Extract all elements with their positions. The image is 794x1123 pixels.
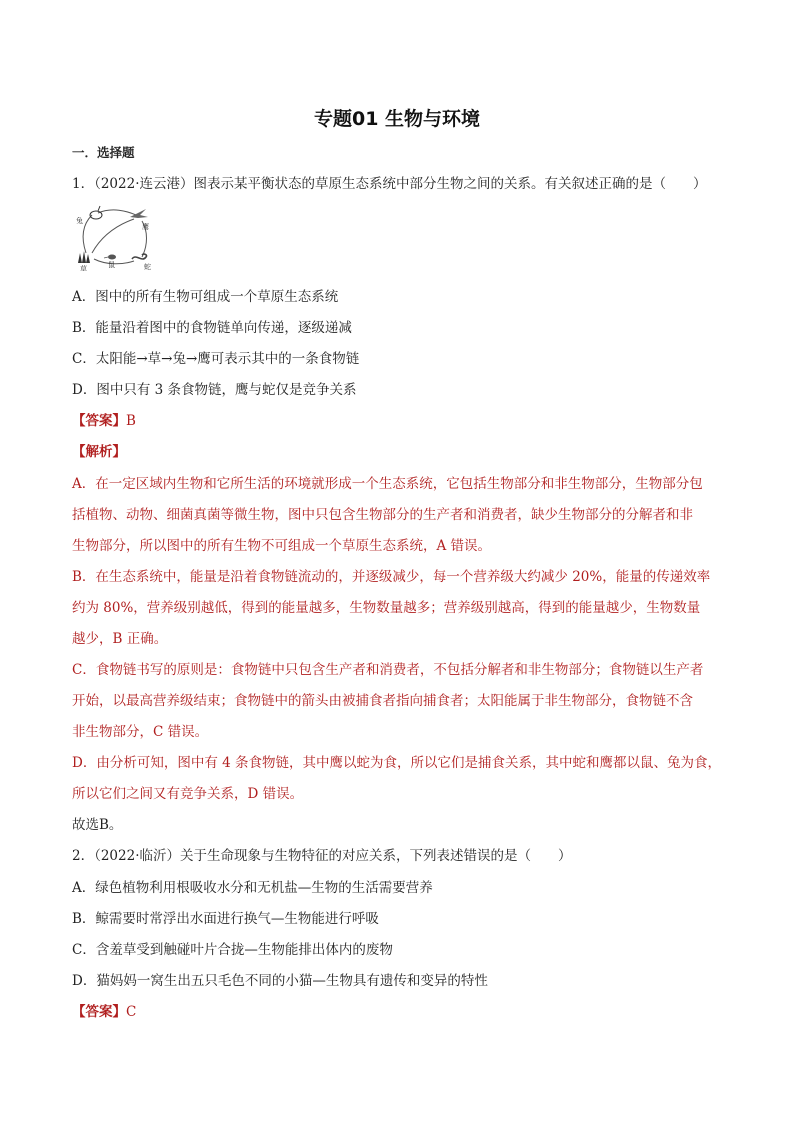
- q1-stem: 1．（2022·连云港）图表示某平衡状态的草原生态系统中部分生物之间的关系。有关叙述正确的是（ ）: [72, 176, 707, 192]
- q1-analysis-line: C．食物链书写的原则是：食物链中只包含生产者和消费者，不包括分解者和非生物部分；食物链以生产者: [72, 662, 704, 678]
- q1-option-b: B．能量沿着图中的食物链单向传递，逐级递减: [72, 320, 352, 336]
- q2-answer-tag: 【答案】: [72, 1004, 126, 1020]
- food-web-diagram: [72, 205, 154, 271]
- q2-answer: [72, 1002, 136, 1022]
- page-title: 专题01 生物与环境: [313, 108, 481, 130]
- label-grass: 草: [80, 265, 87, 271]
- q1-option-d: D．图中只有 3 条食物链，鹰与蛇仅是竞争关系: [72, 382, 357, 398]
- q1-analysis-line: 所以它们之间又有竞争关系，D 错误。: [72, 786, 304, 802]
- q1-analysis-line: 括植物、动物、细菌真菌等微生物，图中只包含生物部分的生产者和消费者，缺少生物部分的分解者和非: [72, 507, 693, 523]
- label-rabbit: 兔: [76, 217, 83, 225]
- grass-icon: [78, 251, 90, 263]
- rabbit-icon: [90, 206, 102, 219]
- q1-analysis-tag-text: 【解析】: [72, 444, 126, 460]
- q1-analysis-line: 越少，B 正确。: [72, 631, 168, 647]
- q2-stem: 2．（2022·临沂）关于生命现象与生物特征的对应关系，下列表述错误的是（ ）: [72, 848, 572, 864]
- q1-analysis-line: 非生物部分，C 错误。: [72, 724, 209, 740]
- mouse-icon: [104, 255, 116, 260]
- q2-option-a: A．绿色植物利用根吸收水分和无机盐—生物的生活需要营养: [72, 880, 433, 896]
- q1-analysis-line: A．在一定区域内生物和它所生活的环境就形成一个生态系统，它包括生物部分和非生物部分，生物部分包: [72, 476, 703, 492]
- q2-option-c: C．含羞草受到触碰叶片合拢—生物能排出体内的废物: [72, 942, 393, 958]
- label-snake: 蛇: [144, 263, 151, 271]
- q1-analysis-line: B．在生态系统中，能量是沿着食物链流动的，并逐级减少，每一个营养级大约减少 20%，能量的传递效率: [72, 569, 711, 585]
- q1-analysis-line: 生物部分，所以图中的所有生物不可组成一个草原生态系统，A 错误。: [72, 538, 492, 554]
- q1-conclusion: 故选B。: [72, 817, 123, 833]
- q1-analysis-line: 开始，以最高营养级结束；食物链中的箭头由被捕食者指向捕食者；太阳能属于非生物部分，食物链不含: [72, 693, 693, 709]
- q1-answer-value: B: [126, 413, 136, 429]
- food-web-figure: [72, 205, 154, 271]
- q1-option-a: A．图中的所有生物可组成一个草原生态系统: [72, 289, 339, 305]
- label-hawk: 鹰: [142, 223, 149, 231]
- q1-analysis-line: D．由分析可知，图中有 4 条食物链，其中鹰以蛇为食，所以它们是捕食关系，其中蛇和鹰都以鼠、兔为食，: [72, 755, 721, 771]
- q1-option-c: C．太阳能→草→兔→鹰可表示其中的一条食物链: [72, 351, 360, 367]
- q2-option-b: B．鲸需要时常浮出水面进行换气—生物能进行呼吸: [72, 911, 379, 927]
- q1-answer: [72, 411, 136, 431]
- snake-icon: [132, 254, 147, 259]
- q1-answer-tag: 【答案】: [72, 413, 126, 429]
- q2-option-d: D．猫妈妈一窝生出五只毛色不同的小猫—生物具有遗传和变异的特性: [72, 973, 488, 989]
- q2-answer-value: C: [126, 1004, 137, 1020]
- label-mouse: 鼠: [108, 261, 115, 269]
- q1-analysis-tag: [72, 442, 126, 462]
- q1-analysis-line: 约为 80%，营养级别越低，得到的能量越多，生物数量越多；营养级别越高，得到的能量越少，生物数量: [72, 600, 701, 616]
- section-heading: 一．选择题: [72, 145, 135, 160]
